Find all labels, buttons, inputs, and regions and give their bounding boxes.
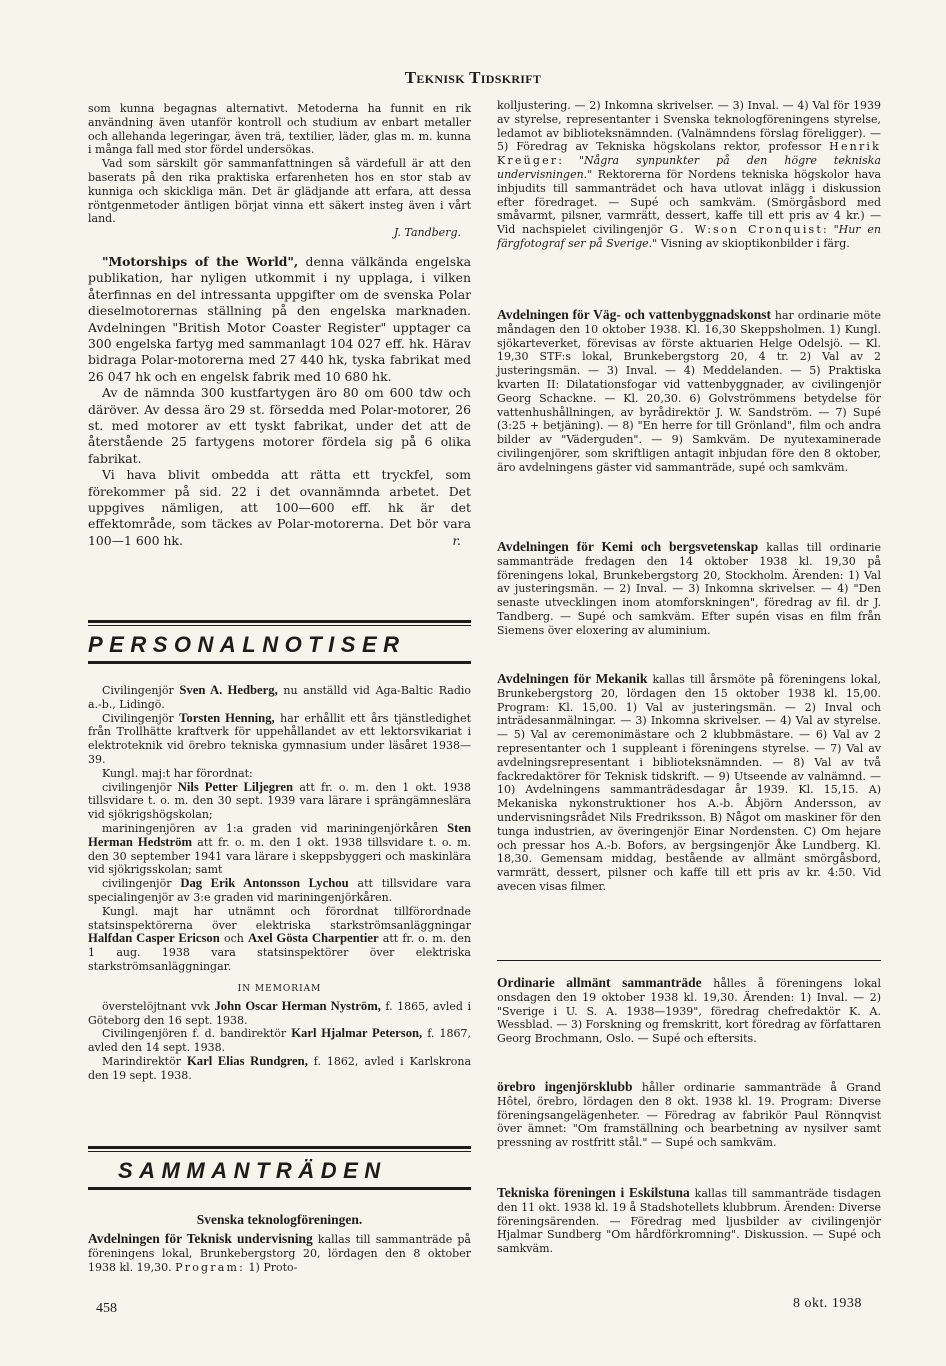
motorships-paragraph-2: Av de nämnda 300 kustfartygen äro 80 om 600 tdw och däröver. Av dessa äro 29 st. försedda med Polar-motorer, 26 st. med motorer av ett tyskt fabrikat, under det att de återstående 25 fartygens motorer fördela sig på 6 olika fabrikat.: [88, 385, 471, 466]
left-column: [88, 102, 471, 550]
right-column: [497, 99, 881, 251]
notice-lychou: civilingenjör Dag Erik Antonsson Lychou att tillsvidare vara specialingenjör av 3:e graden vid mariningenjörkåren.: [88, 876, 471, 904]
notice-hedstrom: mariningenjören av 1:a graden vid mariningenjörkåren Sten Herman Hedström att fr. o. m. den 1 okt. 1938 tillsvidare t. o. m. den 30 september 1941 vara lärare i skeppsbyggeri och maskinlära vid sjökrigsskolan; samt: [88, 820, 472, 877]
motorships-text: denna välkända engelska publikation, har nyligen utkommit i ny upplaga, i vilken återfinnas en del intressanta uppgifter om de svenska Polar dieselmotorernas ställning på den engelska marknaden. Avdelningen "British Motor Coaster Register" upptager ca 300 engelska fartyg med sammanlagt 104 027 eff. hk. Härav bidraga Polar-motorerna med 27 440 hk, tyska fabrikat med 26 047 hk och en engelsk fabrik med 10 680 hk.: [88, 253, 471, 384]
eskilstuna-section: [497, 1186, 881, 1256]
motorships-paragraph-3: Vi hava blivit ombedda att rätta ett tryckfel, som förekommer på sid. 22 i det ovannämnda arbetet. Det uppgives nämligen, att 100—600 eff. hk är det effektområde, som täckes av Polar-motorerna. Det bör vara 100—1 600 hk.: [88, 467, 471, 548]
intro-paragraph: som kunna begagnas alternativt. Metoderna ha funnit en rik användning även utanför kontroll och studium av enbart metaller och allehanda legeringar, även trä, textilier, läder, glas m. m. kunna i många fall med stor fördel undersökas.: [88, 102, 471, 157]
notice-kungl: Kungl. maj:t har förordnat:: [102, 766, 253, 780]
personal-notices: [88, 684, 471, 1083]
banner-rule-top: [88, 620, 471, 623]
notice-henning: Civilingenjör Torsten Henning, har erhållit ett års tjänstledighet från Trollhätte kraftverk för uppehållandet av ett lektorsvikariat i elektroteknik vid örebro tekniska gymnasium under läsåret 1938—39.: [88, 710, 472, 766]
svenska-heading: Svenska teknologföreningen.: [196, 1212, 363, 1227]
orebro-notice: örebro ingenjörsklubb håller ordinarie sammanträde å Grand Hôtel, örebro, lördagen den 8 okt. 1938 kl. 19. Program: Diverse föreningsangelägenheter. — Föredrag av fabrikör Paul Rönnqvist över ämnet: "Om framställning och bearbetning av nysilver samt pressning av rostfritt stål." — Supé och samkväm.: [497, 1079, 881, 1150]
signature-tandberg: J. Tandberg.: [393, 226, 461, 240]
orebro-section: [497, 1080, 881, 1150]
meetings-banner-text: SAMMANTRÄDEN: [118, 1158, 387, 1183]
memoriam-rundgren: Marindirektör Karl Elias Rundgren, f. 1862, avled i Karlskrona den 19 sept. 1938.: [88, 1053, 472, 1082]
undervisning-notice: Avdelningen för Teknisk undervisning kallas till sammanträde på föreningens lokal, Brunkebergstorg 20, lördagen den 8 oktober 1938 kl. 19,30. Program: 1) Proto-: [88, 1231, 471, 1274]
meetings-rule-top: [88, 1146, 471, 1149]
allmant-section: [497, 976, 881, 1046]
notice-statsinspektorer: Kungl. majt har utnämnt och förordnat tillförordnade statsinspektörerna över elektriska starkströmsanläggningar Halfdan Casper Ericson och Axel Gösta Charpentier att fr. o. m. den 1 aug. 1938 vara statsinspektörer över elektriska starkströmsanläggningar.: [88, 904, 471, 973]
issue-date: 8 okt. 1938: [793, 1296, 862, 1311]
meetings-banner: [88, 1146, 471, 1190]
memoriam-title: IN MEMORIAM: [237, 983, 322, 994]
summary-paragraph: Vad som särskilt gör sammanfattningen så värdefull är att den baserats på den rika praktiska erfarenheten hos en stor stab av kunniga och skickliga män. Det är glädjande att erfara, att dessa röntgenmetoder äntligen börjat vinna ett säkert insteg även i vårt land.: [88, 157, 471, 226]
journal-header: Teknisk Tidskrift: [404, 68, 542, 87]
mekanik-notice: Avdelningen för Mekanik kallas till årsmöte på föreningens lokal, Brunkebergstorg 20, lördagen den 15 oktober 1938 kl. 15,00. Program: Kl. 15,00. 1) Val av justeringsmän. — 2) Inval och inträdesanmälningar. — 3) Inkomna skrivelser. — 4) Val av styrelse. — 5) Val av ceremonimästare och 2 klubbmästare. — 6) Val av 2 representanter och 1 suppleant i föreningens styrelse. — 7) Val av avdelningsrepresentant i biblioteksnämnden. — 8) Val av två fackredaktörer för Teknisk tidskrift. — 9) Utseende av valnämnd. — 10) Avdelningens sammanträdesdagar år 1939. Kl. 15,15. A) Mekaniska nykonstruktioner hos A.-b. Åbjörn Andersson, av undervisningsrådet Nils Fredriksson. B) Något om maskiner för den tunga industrien, av överingenjör Einar Nordensten. C) Om hejare och pressar hos A.-b. Bofors, av bergsingenjör Åke Lundberg. Kl. 18,30. Gemensam middag, bestående av allmänt smörgåsbord, varmrätt, dessert, pilsner och kaffe till ett pris av kr. 4:50. Vid avecen visas filmer.: [497, 671, 881, 893]
undervisning-continuation: kolljustering. — 2) Inkomna skrivelser. — 3) Inval. — 4) Val för 1939 av styrelse, representanter i Svenska teknologföreningens styrelse, ledamot av biblioteksnämnden. (Valnämndens förslag föreligger). — 5) Föredrag av Tekniska högskolans rektor, professor Henrik Kreüger: "Några synpunkter på den högre tekniska undervisningen." Rektorerna för Nordens tekniska högskolor hava inbjudits till sammanträdet och hava utlovat inlägg i diskussion efter föredraget. — Supé och samkväm. (Smörgåsbord med småvarmt, pilsner, varmrätt, dessert, kaffe till ett pris av 4 kr.) — Vid nachspielet civilingenjör G. W:son Cronquist: "Hur en färgfotograf ser på Sverige." Visning av skioptikonbilder i färg.: [497, 99, 881, 250]
notice-liljegren: civilingenjör Nils Petter Liljegren att fr. o. m. den 1 okt. 1938 tillsvidare t. o. m. den 30 sept. 1939 vara lärare i sprängämneslära vid sjökrigshögskolan;: [88, 779, 471, 822]
motorships-title: "Motorships of the World",: [102, 253, 299, 269]
meetings-rule-bottom: [88, 1187, 471, 1190]
motorships-paragraph: [88, 254, 471, 385]
vag-notice: Avdelningen för Väg- och vattenbyggnadskonst har ordinarie möte måndagen den 10 oktober 1938. Kl. 16,30 Skeppsholmen. 1) Kungl. sjökarteverket, förevisas av förste aktuarien Helge Odelsjö. — Kl. 19,30 STF:s lokal, Brunkebergstorg 20, 4 tr. 2) Val av 2 justeringsmän. — 3) Inval. — 4) Meddelanden. — 5) Praktiska kvarten II: Dilatationsfogar vid vattenbyggnader, av civilingenjör Georg Schackne. — Kl. 20,30. 6) Golvströmmens betydelse för vattenhushållningen, av byrådirektör J. W. Sandström. — 7) Supé (3:25 + betjäning). — 8) "En herre for till Grönland", film och andra bilder av "Väderguden". — 9) Samkväm. De nyutexaminerade civilingenjörer, som skriftligen antagit inbjudan före den 8 oktober, äro avdelningens gäster vid sammanträde, supé och samkväm.: [497, 307, 881, 474]
kemi-section: [497, 540, 881, 638]
page-number: 458: [96, 1301, 117, 1316]
memoriam-nystrom: överstelöjtnant vvk John Oscar Herman Nyström, f. 1865, avled i Göteborg den 16 sept. 1938.: [88, 998, 471, 1027]
signature-r: r.: [452, 533, 461, 549]
memoriam-peterson: Civilingenjören f. d. bandirektör Karl Hjalmar Peterson, f. 1867, avled den 14 sept. 1938.: [88, 1026, 471, 1055]
mekanik-section: [497, 672, 881, 894]
personal-banner-text: PERSONALNOTISER: [88, 632, 406, 657]
kemi-notice: Avdelningen för Kemi och bergsvetenskap kallas till ordinarie sammanträde fredagen den 14 oktober 1938 kl. 19,30 på föreningens lokal, Brunkebergstorg 20, Stockholm. Ärenden: 1) Val av justeringsmän. — 2) Inval. — 3) Inkomna skrivelser. — 4) "Den senaste utvecklingen inom atomforskningen", föredrag av fil. dr J. Tandberg. — Supé och samkväm. Efter supén visas en film från Siemens över eloxering av aluminium.: [497, 539, 881, 637]
eskilstuna-notice: Tekniska föreningen i Eskilstuna kallas till sammanträde tisdagen den 11 okt. 1938 kl. 19 å Stadshotellets klubbrum. Ärenden: Diverse föreningsärenden. — Föredrag med ljusbilder av civilingenjör Hjalmar Sundberg "Om hårdförkromning". Diskussion. — Supé och samkväm.: [497, 1185, 881, 1256]
vag-section: [497, 308, 881, 475]
allmant-notice: Ordinarie allmänt sammanträde hålles å föreningens lokal onsdagen den 19 oktober 1938 kl. 19,30. Ärenden: 1) Inval. — 2) "Sverige i U. S. A. 1938—1939", föredrag chefredaktör K. A. Wessblad. — 3) Forskning og fremskritt, kort föredrag av författaren Georg Brochmann, Oslo. — Supé och eftersits.: [497, 975, 881, 1046]
section-divider-1: [497, 960, 881, 961]
meetings-left: [88, 1212, 471, 1274]
personal-banner: [88, 620, 471, 664]
banner-rule-bottom: [88, 661, 471, 664]
notice-hedberg: Civilingenjör Sven A. Hedberg, nu anställd vid Aga-Baltic Radio a.-b., Lidingö.: [88, 683, 471, 711]
